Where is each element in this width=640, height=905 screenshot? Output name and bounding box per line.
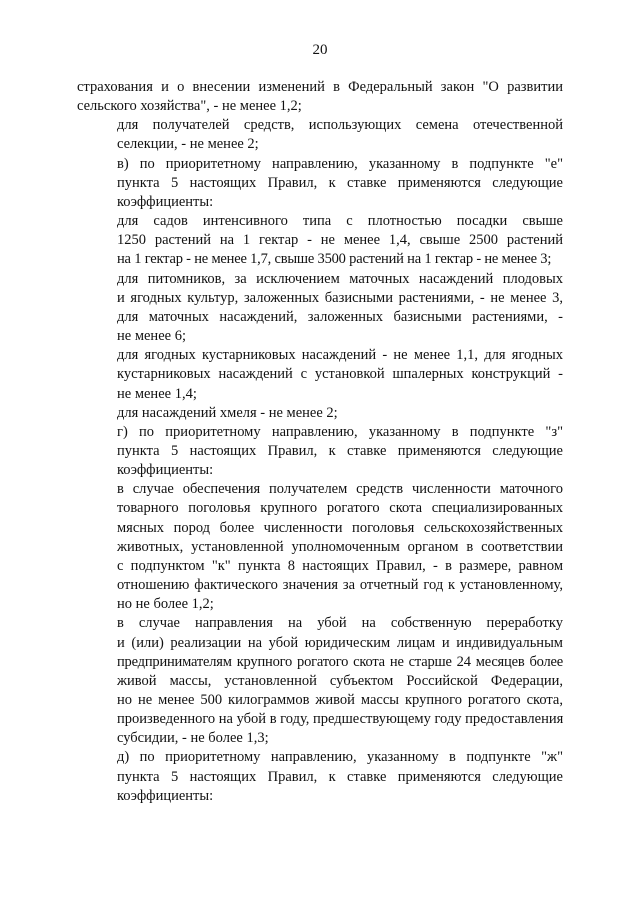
paragraph <box>77 155 563 212</box>
text-line: для получателей средств, использующих семена отечественной <box>117 117 563 134</box>
paragraph <box>77 748 563 805</box>
text-line: коэффициенты: <box>117 787 214 804</box>
text-line: в) по приоритетному направлению, указанному в подпункте "е" <box>117 155 563 172</box>
document-body <box>77 78 563 806</box>
text-line: живой массы, установленной субъектом Российской Федерации, <box>117 672 563 689</box>
text-line: не менее 1,4; <box>117 385 197 402</box>
text-line: товарного поголовья крупного рогатого скота специализированных <box>117 500 563 517</box>
paragraph <box>77 78 563 116</box>
text-line: животных, установленной уполномоченным органом в соответствии <box>117 538 563 555</box>
text-line: и ягодных культур, заложенных базисными растениями, - не менее 3, <box>117 289 563 306</box>
text-line: сельского хозяйства", - не менее 1,2; <box>77 98 302 115</box>
text-line: селекции, - не менее 2; <box>117 136 259 153</box>
text-line: коэффициенты: <box>117 462 214 479</box>
text-line: страхования и о внесении изменений в Федеральный закон "О развитии <box>77 79 563 95</box>
paragraph <box>77 212 563 269</box>
page-number: 20 <box>312 42 328 58</box>
text-line: но не менее 500 килограммов живой массы крупного рогатого скота, <box>117 692 563 708</box>
text-line: не менее 6; <box>117 328 186 345</box>
text-line: и (или) реализации на убой юридическим лицам и индивидуальным <box>117 634 563 651</box>
text-line: для садов интенсивного типа с плотностью посадки свыше <box>117 213 563 230</box>
text-line: 1250 растений на 1 гектар - не менее 1,4, свыше 2500 растений <box>117 232 563 249</box>
text-line: для ягодных кустарниковых насаждений - не менее 1,1, для ягодных <box>117 347 563 364</box>
text-line: кустарниковых насаждений с установкой шпалерных конструкций - <box>117 366 563 383</box>
text-line: на 1 гектар - не менее 1,7, свыше 3500 растений на 1 гектар - не менее 3; <box>117 251 552 268</box>
text-line: пункта 5 настоящих Правил, к ставке применяются следующие <box>117 768 563 785</box>
text-line: в случае направления на убой на собственную переработку <box>117 615 563 632</box>
text-line: субсидии, - не более 1,3; <box>117 730 269 747</box>
text-line: с подпунктом "к" пункта 8 настоящих Правил, - в размере, равном <box>117 557 563 574</box>
text-line: предпринимателям крупного рогатого скота не старше 24 месяцев более <box>117 653 563 670</box>
paragraph <box>77 614 563 748</box>
paragraph <box>77 116 563 154</box>
paragraph <box>77 404 563 423</box>
text-line: в случае обеспечения получателем средств численности маточного <box>117 481 563 498</box>
text-line: отношению фактического значения за отчетный год к установленному, <box>117 577 563 594</box>
text-line: пункта 5 настоящих Правил, к ставке применяются следующие <box>117 442 563 459</box>
text-line: но не более 1,2; <box>117 596 214 613</box>
paragraph <box>77 270 563 347</box>
text-line: произведенного на убой в году, предшествующему году предоставления <box>117 711 564 728</box>
text-line: коэффициенты: <box>117 193 214 210</box>
text-line: д) по приоритетному направлению, указанному в подпункте "ж" <box>117 749 563 766</box>
text-line: для насаждений хмеля - не менее 2; <box>117 404 338 421</box>
paragraph <box>77 480 563 614</box>
text-line: г) по приоритетному направлению, указанному в подпункте "з" <box>117 423 563 440</box>
text-line: мясных пород более численности поголовья сельскохозяйственных <box>117 519 563 536</box>
text-line: пункта 5 настоящих Правил, к ставке применяются следующие <box>117 174 563 191</box>
text-line: для маточных насаждений, заложенных базисными растениями, - <box>117 308 563 325</box>
paragraph <box>77 346 563 403</box>
paragraph <box>77 423 563 480</box>
text-line: для питомников, за исключением маточных насаждений плодовых <box>117 270 563 287</box>
